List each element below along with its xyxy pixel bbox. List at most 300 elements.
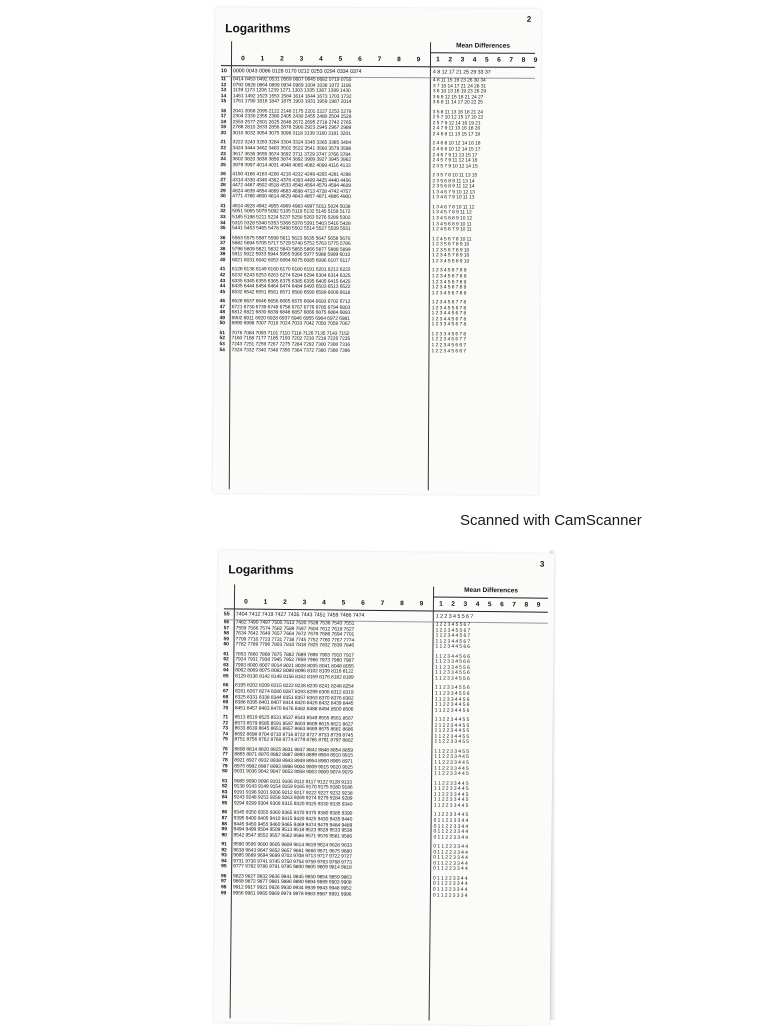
mean-differences: 2 4 6 8 11 13 15 17 19	[432, 132, 481, 138]
log-values: 2553 2577 2601 2625 2648 2672 2695 2718 2742 2765	[232, 120, 352, 126]
row-number: 36	[220, 235, 226, 241]
mean-differences: 1 2 3 5 6 7 8 9 10	[432, 242, 470, 248]
row-number: 52	[219, 336, 225, 342]
log-values: 6435 6444 6454 6464 6474 6484 6493 6503 6513 6522	[231, 284, 351, 290]
row-number: 43	[219, 278, 226, 284]
column-header: 2	[280, 55, 284, 63]
log-values: 9956 9961 9965 9969 9974 9978 9983 9987 9991 9996	[232, 890, 352, 898]
log-values: 4150 4166 4183 4200 4216 4232 4249 4265 4281 4298	[232, 172, 351, 179]
mean-differences: 1 2 3 5 6 7 8 9 10	[431, 248, 470, 254]
row-number: 21	[220, 140, 226, 146]
table-row	[221, 131, 535, 138]
mean-differences: 2 5 7 9 12 14 16 19 21	[432, 121, 481, 127]
mean-differences: 1 1 2 3 3 4 5 5 6	[435, 676, 470, 682]
mean-differences: 4 8 12 17 21 25 29 33 37	[432, 69, 491, 76]
log-values: 8513 8519 8525 8531 8537 8543 8549 8555 8561 8567	[234, 715, 354, 722]
mean-differences: 1 2 3 4 4 5 6 7 8	[431, 317, 467, 323]
log-values: 6232 6243 6253 6263 6274 6284 6294 6304 6314 6325	[231, 273, 351, 279]
mean-differences: 1 1 2 3 3 4 5 5 6	[435, 665, 470, 671]
row-number: 84	[221, 795, 228, 801]
log-values: 3010 3032 3054 3075 3096 3118 3139 3160 3181 3201	[232, 131, 351, 137]
mean-differences: 1 2 3 4 5 6 7 8 9	[431, 279, 467, 285]
mean-differences: 1 1 2 3 3 4 5 5 6	[435, 685, 470, 692]
log-values: 4624 4639 4654 4669 4683 4698 4713 4728 4742 4757	[232, 189, 351, 195]
row-number: 39	[219, 252, 226, 258]
log-values: 3802 3820 3838 3856 3874 3892 3909 3927 3945 3962	[232, 157, 352, 163]
log-values: 5051 5065 5079 5092 5105 5119 5132 5145 5159 5172	[232, 209, 351, 216]
row-number: 46	[219, 299, 226, 305]
mean-differences: 1 3 4 6 7 9 10 12 13	[432, 190, 475, 196]
mean-differences: 0 1 1 2 2 3 3 3 4	[432, 893, 468, 899]
row-number: 61	[223, 652, 229, 658]
mean-differences: 1 2 3 3 4 5 6 7 8	[431, 322, 467, 328]
column-header: 1	[260, 55, 265, 63]
mean-differences: 1 3 4 6 7 8 10 11 12	[432, 205, 475, 211]
log-values: 7559 7566 7574 7582 7589 7597 7604 7612 7619 7627	[235, 625, 355, 633]
log-values: 9445 9450 9455 9460 9465 9469 9474 9479 9484 9489	[233, 821, 353, 829]
log-values: 6990 6998 7007 7016 7024 7033 7042 7050 7059 7067	[231, 321, 351, 328]
mean-differences: 1 1 2 2 3 4 4 5 5	[434, 728, 470, 735]
row-number: 94	[221, 859, 227, 865]
mean-differences: 0 1 1 2 2 3 3 4 4	[433, 850, 468, 856]
mean-differences: 1 1 2 2 3 3 4 4 5	[434, 760, 469, 766]
mean-differences: 0 1 1 2 2 3 3 4 4	[433, 876, 468, 882]
log-values: 8325 8331 8338 8344 8351 8357 8363 8370 8376 8382	[234, 694, 354, 702]
mean-differences: 2 4 6 8 10 12 14 15 17	[432, 147, 481, 153]
row-number: 33	[220, 215, 226, 221]
log-values: 6128 6138 6149 6160 6170 6180 6191 6201 6212 6222	[231, 267, 351, 274]
table-row	[220, 226, 534, 233]
log-values: 7782 7789 7796 7803 7810 7818 7825 7832 7839 7846	[235, 642, 355, 649]
log-values: 7482 7490 7497 7505 7513 7520 7528 7536 7543 7551	[235, 620, 355, 627]
log-values: 9031 9036 9042 9047 9053 9058 9063 9069 9074 9079	[234, 769, 353, 776]
column-header: 4	[322, 599, 326, 607]
log-table-page-2	[213, 7, 542, 495]
row-number: 13	[220, 88, 227, 94]
row-number: 93	[221, 853, 227, 859]
row-number: 20	[220, 131, 226, 137]
row-number: 90	[221, 832, 227, 838]
log-values: 9638 9643 9647 9652 9657 9661 9666 9671 9675 9680	[233, 848, 352, 855]
column-header: 3	[302, 599, 307, 607]
mean-difference-header: 2	[448, 56, 453, 64]
row-number: 47	[219, 304, 226, 310]
row-number: 95	[221, 864, 227, 870]
row-number: 11	[220, 77, 226, 83]
log-values: 7634 7642 7649 7657 7664 7672 7679 7686 7694 7701	[235, 631, 355, 638]
log-values: 9345 9350 9355 9360 9365 9370 9375 9380 9385 9390	[233, 810, 353, 818]
log-values: 6021 6031 6042 6053 6064 6075 6085 6096 6107 6117	[231, 258, 351, 264]
column-header: 9	[416, 56, 421, 64]
row-number: 83	[221, 790, 228, 796]
row-number: 55	[223, 611, 230, 618]
log-values: 7853 7860 7868 7875 7882 7889 7896 7903 7910 7917	[235, 652, 354, 659]
row-number: 49	[219, 315, 226, 321]
mean-differences: 1 1 2 2 3 4 4 5 5	[434, 734, 470, 740]
mean-differences-heading: Mean Differences	[434, 587, 548, 599]
row-number: 92	[221, 847, 227, 854]
row-number: 82	[221, 784, 228, 790]
row-number: 79	[222, 763, 228, 769]
mean-difference-header: 1	[439, 600, 443, 608]
mean-differences: 3 6 8 11 14 17 20 22 25	[432, 100, 483, 106]
mean-difference-header: 4	[475, 600, 480, 608]
column-header: 5	[338, 55, 343, 63]
row-number: 80	[222, 769, 228, 775]
log-values: 8865 8871 8876 8882 8887 8893 8899 8904 8910 8915	[234, 752, 353, 760]
mean-differences: 1 2 2 3 4 5 6 6 7	[431, 348, 466, 354]
mean-differences: 1 1 2 3 4 4 5 6 6	[435, 644, 471, 651]
mean-differences: 1 2 3 4 5 6 8 9 10	[431, 259, 470, 265]
mean-differences: 2 4 6 7 9 11 13 15 17	[432, 152, 478, 159]
mean-differences: 1 2 3 3 4 5 6 7 8	[431, 332, 467, 338]
page-number: 2	[526, 14, 532, 24]
log-values: 9590 9595 9600 9605 9609 9614 9619 9624 9628 9633	[233, 842, 352, 849]
table-row	[220, 290, 534, 297]
column-header: 1	[263, 598, 268, 606]
row-number: 64	[223, 668, 229, 674]
mean-differences: 2 3 5 7 9 10 12 14 15	[432, 163, 478, 170]
mean-differences: 1 1 2 3 3 4 4 5 6	[434, 697, 470, 703]
row-number: 35	[220, 226, 226, 232]
row-number: 99	[220, 890, 227, 896]
mean-differences: 1 3 4 6 7 9 10 11 13	[432, 195, 475, 201]
row-number: 17	[220, 114, 227, 120]
log-values: 1761 1790 1818 1847 1875 1903 1931 1959 1987 2014	[232, 99, 352, 106]
log-values: 9395 9400 9405 9410 9415 9420 9425 9430 9435 9440	[233, 816, 353, 823]
mean-differences: 0 1 1 2 2 3 3 4 4	[433, 829, 469, 835]
page-number: 3	[539, 559, 545, 569]
log-values: 2304 2330 2355 2380 2405 2430 2455 2480 2504 2529	[232, 114, 352, 121]
log-values: 4314 4330 4346 4362 4378 4393 4409 4425 4440 4456	[232, 177, 351, 184]
table-row	[220, 322, 534, 329]
row-number: 76	[222, 747, 228, 753]
mean-differences: 0 1 1 2 2 3 3 4 4	[433, 844, 468, 851]
mean-differences: 2 4 6 8 10 12 14 16 18	[432, 141, 481, 148]
row-number: 85	[221, 801, 228, 807]
log-values: 9542 9547 9552 9557 9562 9566 9571 9576 9581 9586	[233, 833, 353, 840]
column-header: 3	[299, 55, 304, 63]
row-number: 71	[222, 715, 229, 721]
mean-differences: 3 6 10 13 16 19 23 26 29	[432, 89, 487, 95]
mean-differences: 1 1 2 2 3 3 4 4 5	[434, 771, 469, 778]
log-values: 9191 9196 9201 9206 9212 9217 9222 9227 9232 9238	[233, 790, 353, 797]
row-number: 22	[220, 146, 226, 152]
log-values: 7076 7084 7093 7101 7110 7118 7126 7135 7143 7152	[231, 331, 350, 337]
mean-differences: 0 1 1 2 2 3 3 4 4	[433, 835, 469, 841]
row-number: 28	[220, 183, 226, 189]
row-number: 89	[221, 827, 227, 833]
page-title: Logarithms	[228, 562, 294, 578]
mean-differences: 2 4 7 9 11 13 16 18 20	[432, 126, 481, 132]
mean-differences: 3 6 9 12 15 18 21 24 27	[432, 94, 484, 101]
row-number: 67	[222, 689, 229, 695]
column-header: 4	[319, 55, 323, 63]
mean-differences: 3 7 10 14 17 21 24 28 31	[432, 83, 487, 90]
log-values: 9294 9299 9304 9309 9315 9320 9325 9330 9335 9340	[233, 801, 353, 808]
log-values: 4771 4786 4800 4814 4829 4843 4857 4871 4886 4900	[232, 194, 351, 201]
mean-differences-heading: Mean Differences	[431, 42, 535, 54]
mean-differences: 1 2 3 4 5 7 8 9 10	[431, 253, 470, 259]
log-values: 6532 6542 6551 6561 6571 6580 6590 6599 6609 6618	[231, 289, 351, 296]
mean-difference-header: 5	[484, 56, 489, 64]
row-number: 59	[223, 636, 229, 643]
mean-difference-header: 7	[512, 601, 516, 609]
row-number: 58	[223, 631, 229, 637]
mean-differences: 2 3 5 6 8 9 11 13 14	[432, 179, 475, 185]
row-number: 26	[220, 172, 226, 178]
mean-differences: 1 2 2 3 4 5 5 6 7	[435, 613, 474, 620]
row-number: 77	[222, 752, 228, 758]
mean-difference-header: 8	[521, 56, 526, 64]
mean-differences: 1 3 4 5 6 8 9 10 12	[432, 216, 473, 222]
mean-difference-header: 2	[451, 600, 455, 608]
mean-difference-header: 3	[460, 56, 465, 64]
row-number: 38	[219, 246, 226, 252]
row-number: 48	[219, 310, 226, 316]
mean-differences: 1 2 3 4 5 5 6 7 8	[431, 305, 467, 312]
row-number: 31	[220, 204, 226, 210]
log-values: 8633 8639 8645 8651 8657 8663 8669 8675 8681 8686	[234, 726, 354, 733]
column-header: 6	[358, 55, 362, 63]
log-values: 9138 9143 9149 9154 9159 9165 9170 9175 9180 9186	[233, 784, 353, 791]
mean-difference-header: 6	[500, 601, 504, 609]
log-table	[220, 584, 549, 1021]
log-values: 9085 9090 9096 9101 9106 9112 9117 9122 9128 9133	[234, 779, 352, 786]
mean-differences: 1 2 2 3 4 5 5 6 7	[435, 622, 471, 628]
mean-differences: 1 3 4 5 7 8 9 11 12	[432, 210, 472, 216]
log-values: 2041 2068 2095 2122 2148 2175 2201 2227 2253 2279	[232, 108, 352, 115]
log-values: 8062 8069 8075 8082 8089 8096 8102 8109 8116 8122	[235, 668, 354, 676]
row-number: 98	[220, 885, 227, 891]
mean-differences: 0 1 1 2 2 3 3 4 4	[433, 818, 469, 824]
mean-differences: 1 1 2 2 3 4 4 5 6	[434, 702, 470, 708]
column-header: 8	[397, 56, 401, 64]
log-values: 6721 6730 6739 6749 6758 6767 6776 6785 6794 6803	[231, 304, 351, 311]
mean-differences: 2 4 5 7 9 11 12 14 16	[432, 158, 478, 164]
log-values: 9685 9689 9694 9699 9703 9708 9713 9717 9722 9727	[233, 853, 352, 860]
row-number: 57	[223, 625, 230, 631]
mean-differences: 1 1 2 3 3 4 5 6 6	[435, 659, 470, 666]
row-number: 87	[221, 816, 228, 822]
mean-difference-header: 1	[436, 56, 440, 64]
mean-differences: 3 5 8 11 13 16 18 21 24	[432, 110, 483, 116]
mean-differences: 1 1 2 3 4 4 5 6 7	[435, 639, 471, 645]
mean-differences: 0 1 1 2 2 3 3 4 4	[433, 824, 469, 830]
column-header: 7	[377, 56, 382, 64]
mean-differences: 1 2 4 5 6 7 9 10 11	[432, 227, 472, 233]
mean-difference-header: 9	[536, 601, 541, 609]
row-number: 40	[219, 258, 226, 264]
column-header: 2	[283, 598, 287, 606]
mean-differences: 1 1 2 2 3 3 4 4 5	[433, 792, 469, 798]
log-values: 9777 9782 9786 9791 9795 9800 9805 9809 9814 9818	[233, 864, 352, 871]
row-number: 91	[221, 842, 227, 848]
log-values: 5911 5922 5933 5944 5955 5966 5977 5988 5999 6010	[231, 252, 351, 259]
column-header: 6	[361, 599, 365, 607]
log-values: 7709 7716 7723 7731 7738 7745 7752 7760 7767 7774	[235, 637, 355, 644]
mean-differences: 1 1 2 2 3 3 4 4 5	[434, 755, 469, 761]
mean-differences: 1 2 3 4 5 6 7 8 9	[431, 290, 467, 297]
mean-differences: 1 1 2 2 3 3 4 4 5	[433, 803, 469, 809]
row-number: 12	[220, 82, 227, 88]
log-values: 8751 8756 8762 8768 8774 8779 8785 8791 8797 8802	[234, 737, 354, 745]
log-values: 7404 7412 7419 7427 7435 7443 7451 7459 7466 7474	[235, 611, 365, 619]
row-number: 75	[222, 737, 228, 743]
log-values: 3617 3636 3655 3674 3692 3711 3729 3747 3766 3784	[232, 151, 351, 158]
log-values: 5315 5328 5340 5353 5366 5378 5391 5403 5416 5428	[232, 220, 351, 227]
row-number: 15	[220, 99, 227, 105]
row-number: 69	[222, 700, 229, 706]
mean-differences: 2 3 5 7 8 10 11 13 15	[432, 173, 478, 179]
mean-difference-header: 5	[487, 601, 492, 609]
log-values: 8451 8457 8463 8470 8476 8482 8488 8494 8500 8506	[234, 706, 354, 713]
mean-differences: 1 1 2 2 3 3 4 4 5	[433, 786, 469, 793]
mean-differences: 1 2 2 3 4 5 6 6 7	[431, 343, 467, 349]
row-number: 56	[223, 620, 230, 626]
row-number: 53	[219, 342, 225, 348]
row-number: 73	[222, 726, 228, 732]
row-number: 88	[221, 821, 227, 827]
row-number: 65	[223, 674, 229, 680]
row-number: 30	[220, 194, 226, 200]
row-number: 96	[221, 874, 227, 880]
column-header: 7	[380, 599, 385, 607]
row-number: 50	[219, 321, 225, 327]
log-values: 8692 8698 8704 8710 8716 8722 8727 8733 8739 8745	[234, 732, 354, 739]
log-values: 0792 0828 0864 0899 0934 0969 1004 1038 1072 1106	[232, 82, 352, 89]
log-table-page-3	[214, 550, 555, 1025]
row-number: 27	[220, 177, 226, 183]
log-values: 0000 0043 0086 0128 0170 0212 0253 0294 0334 0374	[232, 68, 362, 75]
mean-differences: 2 5 7 10 12 15 17 20 22	[432, 115, 484, 121]
mean-differences: 0 1 1 2 2 3 3 4 4	[433, 861, 468, 867]
column-header: 0	[241, 55, 245, 63]
mean-differences: 0 1 1 2 2 3 3 4 4	[433, 855, 468, 862]
row-number: 74	[222, 732, 228, 738]
mean-differences: 1 2 2 3 4 5 5 6 7	[435, 628, 471, 634]
mean-differences: 1 2 3 4 5 6 7 8 9	[431, 268, 467, 274]
mean-difference-header: 9	[533, 56, 538, 64]
mean-differences: 1 1 2 2 3 3 4 4 5	[434, 766, 469, 772]
log-values: 9494 9499 9504 9509 9513 9518 9523 9528 9533 9538	[233, 827, 353, 834]
log-values: 8388 8395 8401 8407 8414 8420 8426 8432 8439 8445	[234, 700, 354, 707]
mean-differences: 1 2 2 3 4 5 6 7 7	[431, 337, 467, 343]
mean-differences: 1 1 2 3 4 4 5 6 6	[435, 654, 470, 660]
page-title: Logarithms	[225, 21, 291, 36]
row-number: 37	[220, 241, 226, 247]
log-values: 8195 8202 8209 8215 8222 8228 8235 8241 8248 8254	[235, 683, 354, 691]
row-number: 51	[219, 331, 225, 337]
column-header: 0	[244, 598, 248, 606]
table-row	[219, 348, 533, 355]
mean-differences: 1 3 4 5 6 8 9 10 11	[432, 221, 472, 228]
mean-difference-header: 6	[497, 56, 501, 64]
mean-differences: 1 2 4 5 6 7 8 10 11	[432, 236, 472, 243]
log-values: 9243 9248 9253 9258 9263 9269 9274 9279 9284 9289	[233, 795, 353, 802]
row-number: 54	[219, 347, 225, 353]
row-number: 45	[219, 289, 226, 295]
log-values: 7324 7332 7340 7348 7356 7364 7372 7380 7388 7396	[231, 347, 351, 354]
mean-difference-header: 3	[463, 600, 468, 608]
row-number: 44	[219, 284, 226, 290]
log-values: 9912 9917 9921 9926 9930 9934 9939 9943 9948 9952	[232, 885, 352, 892]
log-values: 4472 4487 4502 4518 4533 4548 4564 4579 4594 4609	[232, 183, 351, 190]
log-values: 3979 3997 4014 4031 4048 4065 4082 4099 4116 4133	[232, 162, 351, 169]
row-number: 19	[220, 125, 226, 131]
log-values: 8976 8982 8987 8993 8998 9004 9009 9015 9020 9025	[234, 764, 353, 771]
log-values: 3424 3444 3462 3483 3502 3522 3541 3560 3579 3598	[232, 146, 352, 152]
row-number: 78	[222, 758, 228, 764]
log-values: 3222 3243 3263 3284 3304 3324 3345 3365 3385 3404	[232, 140, 352, 147]
row-number: 25	[220, 162, 226, 168]
log-values: 8808 8814 8820 8825 8831 8837 8842 8848 8854 8859	[234, 747, 353, 754]
row-number: 66	[223, 683, 229, 689]
table-row	[220, 163, 534, 170]
mean-differences: 1 1 2 3 3 4 5 5 6	[434, 691, 470, 697]
mean-differences: 1 1 2 2 3 4 4 5 5	[434, 717, 470, 724]
row-number: 34	[220, 220, 226, 226]
mean-differences: 1 1 2 2 3 3 4 5 5	[434, 749, 469, 755]
row-number: 16	[220, 108, 227, 114]
log-values: 5441 5453 5465 5478 5490 5502 5514 5527 5539 5551	[232, 226, 351, 232]
mean-differences: 1 2 3 4 5 6 7 8 9	[431, 274, 467, 280]
mean-differences: 4 8 11 15 19 23 26 30 34	[432, 78, 486, 84]
row-number: 86	[221, 810, 228, 816]
log-values: 6628 6637 6646 6656 6665 6675 6684 6693 6702 6712	[231, 299, 351, 306]
row-number: 41	[219, 267, 226, 273]
mean-differences: 0 1 1 2 2 3 3 4 4	[433, 866, 468, 873]
log-values: 8129 8136 8142 8149 8156 8162 8169 8176 8182 8189	[235, 674, 354, 681]
log-values: 6335 6345 6355 6365 6375 6385 6395 6405 6415 6425	[231, 278, 351, 285]
row-number: 24	[220, 157, 226, 163]
table-row	[221, 99, 535, 106]
row-number: 14	[220, 93, 227, 99]
column-header: 8	[400, 600, 404, 608]
log-values: 1139 1173 1206 1239 1271 1303 1335 1367 1399 1430	[232, 88, 351, 94]
row-number: 81	[222, 778, 228, 785]
log-values: 9868 9872 9877 9881 9886 9890 9894 9899 9903 9908	[232, 879, 352, 887]
column-header: 9	[419, 600, 424, 608]
row-number: 70	[222, 705, 229, 712]
mean-differences: 2 3 5 6 8 9 11 12 14	[432, 184, 475, 190]
log-values: 2788 2810 2833 2856 2878 2900 2923 2945 2967 2989	[232, 125, 352, 132]
mean-differences: 1 2 3 4 4 5 6 7 8	[431, 311, 467, 317]
mean-differences: 1 1 2 2 3 3 4 4 5	[434, 781, 469, 787]
mean-differences: 1 1 2 3 4 4 5 6 7	[435, 633, 471, 639]
log-values: 5682 5694 5705 5717 5729 5740 5752 5763 5775 5786	[232, 241, 351, 248]
table-body	[220, 610, 548, 1021]
row-number: 18	[220, 120, 227, 126]
row-number: 72	[222, 721, 229, 727]
log-values: 5185 5198 5211 5224 5237 5250 5263 5276 5289 5302	[232, 215, 351, 221]
table-row	[220, 195, 534, 202]
log-table	[219, 41, 538, 491]
mean-differences: 0 1 1 2 2 3 3 4 4	[432, 881, 468, 888]
mean-differences: 1 2 3 4 5 6 7 8 9	[431, 285, 467, 291]
row-number: 32	[220, 209, 226, 215]
log-values: 6812 6821 6830 6839 6848 6857 6866 6875 6884 6893	[231, 310, 351, 317]
log-values: 7993 8000 8007 8014 8021 8028 8035 8041 8048 8055	[235, 663, 354, 670]
row-number: 62	[223, 657, 229, 663]
scan-watermark: Scanned with CamScanner	[460, 512, 642, 529]
mean-differences: 1 1 2 2 3 3 4 5 5	[434, 739, 470, 746]
row-number: 68	[222, 694, 229, 700]
mean-difference-header: 8	[524, 601, 529, 609]
log-values: 1461 1492 1523 1553 1584 1614 1644 1673 1703 1732	[232, 93, 352, 100]
column-header-row	[221, 53, 538, 68]
row-number: 29	[220, 189, 226, 195]
